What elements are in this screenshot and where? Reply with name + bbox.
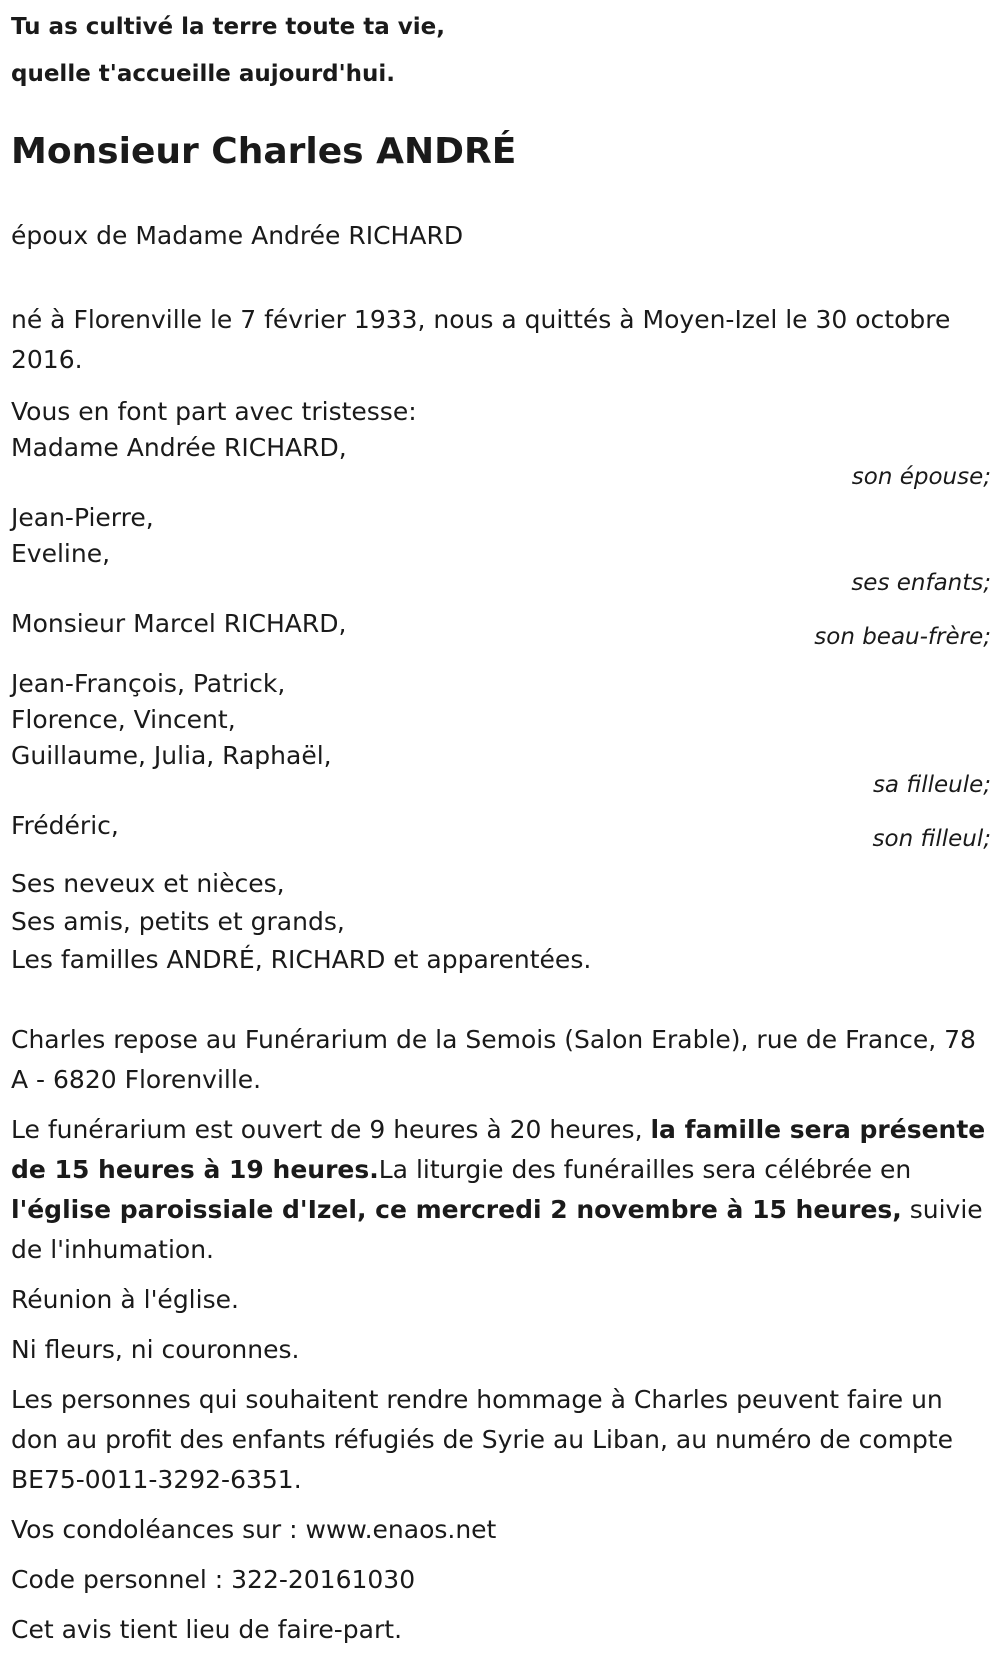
family-group-goddaughter bbox=[11, 664, 991, 798]
code-line: Code personnel : 322-20161030 bbox=[11, 1565, 416, 1594]
family-name: Jean-Pierre, bbox=[11, 503, 154, 532]
other-relatives bbox=[11, 864, 991, 980]
meeting-line: Réunion à l'église. bbox=[11, 1285, 239, 1314]
family-group-spouse bbox=[11, 428, 991, 490]
hours-text: Le funérarium est ouvert de 9 heures à 20 heures, bbox=[11, 1115, 651, 1144]
rest-location: Charles repose au Funérarium de la Semois (Salon Erable), rue de France, 78 A - 6820 Florenville. bbox=[11, 1025, 976, 1094]
family-role: sa filleule; bbox=[872, 772, 991, 798]
church-details: l'église paroissiale d'Izel, ce mercredi 2 novembre à 15 heures, bbox=[11, 1195, 902, 1224]
family-role: son épouse; bbox=[851, 464, 991, 490]
announcement-intro: Vous en font part avec tristesse: bbox=[11, 397, 417, 426]
family-name: Frédéric, bbox=[11, 811, 119, 840]
verse-line-1: Tu as cultivé la terre toute ta vie, bbox=[11, 14, 445, 40]
birth-death-line: né à Florenville le 7 février 1933, nous a quittés à Moyen-Izel le 30 octobre 2016. bbox=[11, 305, 951, 374]
notice-line: Cet avis tient lieu de faire-part. bbox=[11, 1615, 403, 1644]
family-name: Madame Andrée RICHARD, bbox=[11, 433, 347, 462]
other-line: Ses neveux et nièces, bbox=[11, 869, 285, 898]
other-line: Ses amis, petits et grands, bbox=[11, 907, 345, 936]
family-name: Eveline, bbox=[11, 539, 111, 568]
donation-line: Les personnes qui souhaitent rendre hommage à Charles peuvent faire un don au profit des enfants réfugiés de Syrie au Liban, au numéro de compte BE75-0011-3292-6351. bbox=[11, 1385, 954, 1494]
spouse-line: époux de Madame Andrée RICHARD bbox=[11, 221, 464, 250]
family-role: ses enfants; bbox=[851, 570, 991, 596]
burial-text: suivie de l'inhumation. bbox=[11, 1195, 983, 1264]
family-role: son filleul; bbox=[872, 826, 991, 852]
family-group-brother-in-law bbox=[11, 604, 991, 650]
verse-line-2: quelle t'accueille aujourd'hui. bbox=[11, 61, 396, 87]
family-group-godson bbox=[11, 806, 991, 852]
deceased-name: Monsieur Charles ANDRÉ bbox=[11, 131, 517, 172]
funeral-details bbox=[11, 1110, 991, 1270]
verse bbox=[11, 0, 991, 98]
condolences-line: Vos condoléances sur : www.enaos.net bbox=[11, 1515, 497, 1544]
family-name: Guillaume, Julia, Raphaël, bbox=[11, 741, 332, 770]
family-name: Florence, Vincent, bbox=[11, 705, 236, 734]
family-role: son beau-frère; bbox=[814, 624, 991, 650]
flowers-line: Ni fleurs, ni couronnes. bbox=[11, 1335, 300, 1364]
liturgy-text: La liturgie des funérailles sera célébrée en bbox=[378, 1155, 912, 1184]
obituary-notice bbox=[11, 0, 991, 1650]
family-presence: la famille sera présente de 15 heures à 19 heures. bbox=[11, 1115, 986, 1184]
family-group-children bbox=[11, 498, 991, 596]
other-line: Les familles ANDRÉ, RICHARD et apparentées. bbox=[11, 945, 592, 974]
family-name: Jean-François, Patrick, bbox=[11, 669, 286, 698]
family-name: Monsieur Marcel RICHARD, bbox=[11, 609, 347, 638]
